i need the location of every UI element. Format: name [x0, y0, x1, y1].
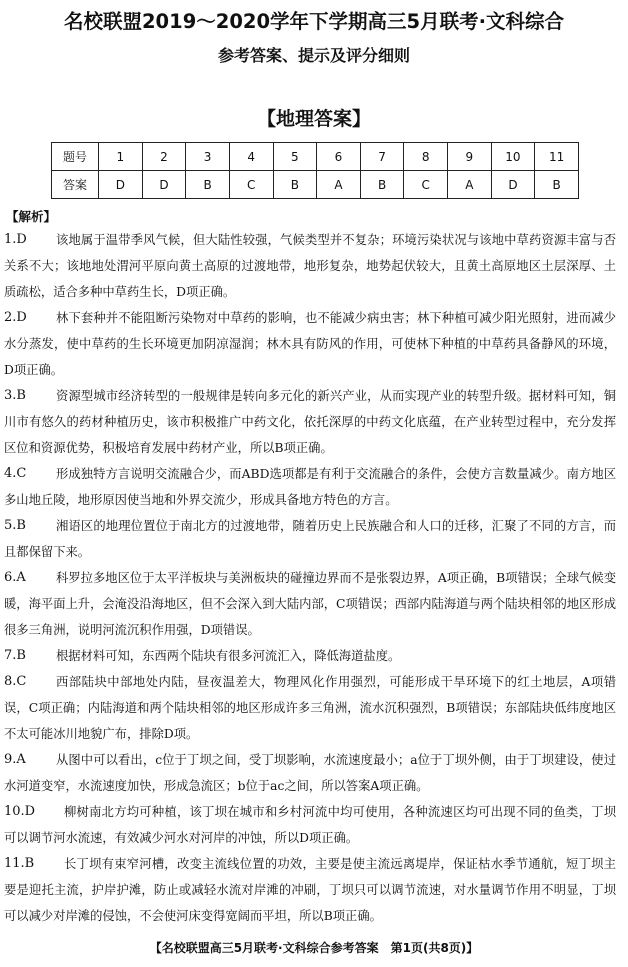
question-number: 1 — [99, 143, 143, 171]
item-text: 根据材料可知，东西两个陆块有很多河流汇入，降低海道盐度。 — [56, 649, 401, 663]
analysis-item — [4, 799, 622, 851]
question-number: 8 — [404, 143, 448, 171]
item-text: 该地属于温带季风气候，但大陆性较强，气候类型并不复杂；环境污染状况与该地中草药资源丰富与否关系不大；该地地处渭河平原向黄土高原的过渡地带，地形复杂，地势起伏较大，且黄土高原地区土层深厚、土质疏松，适合多种中草药生长，D项正确。 — [4, 233, 616, 299]
item-number: 2.D — [4, 310, 27, 325]
item-text: 形成独特方言说明交流融合少，而ABD选项都是有利于交流融合的条件，会使方言数量减少。南方地区多山地丘陵，地形原因使当地和外界交流少，形成具备地方特色的方言。 — [4, 467, 616, 507]
question-number: 7 — [360, 143, 404, 171]
answer-row — [52, 171, 579, 199]
analysis-item — [4, 227, 622, 305]
item-text: 从图中可以看出，c位于丁坝之间，受丁坝影响，水流速度最小；a位于丁坝外侧，由于丁坝建设，使过水河道变窄，水流速度加快，形成急流区；b位于ac之间，所以答案A项正确。 — [4, 753, 616, 793]
row-header-number: 题号 — [52, 143, 99, 171]
question-number-row — [52, 143, 579, 171]
analysis-item — [4, 305, 622, 383]
document-subtitle: 参考答案、提示及评分细则 — [217, 46, 410, 65]
answer-cell: C — [404, 171, 448, 199]
row-header-answer: 答案 — [52, 171, 99, 199]
item-number: 11.B — [4, 856, 35, 871]
item-text: 科罗拉多地区位于太平洋板块与美洲板块的碰撞边界而不是张裂边界，A项正确，B项错误；全球气候变暖，海平面上升，会淹没沿海地区，但不会深入到大陆内部，C项错误；西部内陆海道与两个陆块相邻的地区形成很多三角洲，说明河流沉积作用强，D项错误。 — [4, 571, 616, 637]
question-number: 3 — [186, 143, 230, 171]
document-title: 名校联盟2019～2020学年下学期高三5月联考·文科综合 — [63, 10, 565, 33]
item-number: 7.B — [4, 648, 26, 663]
item-text: 林下套种并不能阻断污染物对中草药的影响，也不能减少病虫害；林下种植可减少阳光照射，进而减少水分蒸发，使中草药的生长环境更加阴凉湿润；林木具有防风的作用，可使林下种植的中草药具备静风的环境，D项正确。 — [4, 311, 616, 377]
answer-cell: D — [491, 171, 535, 199]
question-number: 10 — [491, 143, 535, 171]
analysis-item — [4, 851, 622, 929]
item-number: 9.A — [4, 752, 26, 767]
analysis-item — [4, 383, 622, 461]
question-number: 5 — [273, 143, 317, 171]
analysis-label: 【解析】 — [6, 209, 57, 224]
section-title: 【地理答案】 — [256, 108, 371, 130]
question-number: 4 — [229, 143, 273, 171]
item-text: 柳树南北方均可种植，该丁坝在城市和乡村河流中均可使用，各种流速区均可出现不同的鱼类，丁坝可以调节河水流速，有效减少河水对河岸的冲蚀，所以D项正确。 — [4, 805, 616, 845]
answer-cell: C — [229, 171, 273, 199]
analysis-item — [4, 669, 622, 747]
item-number: 5.B — [4, 518, 26, 533]
answer-cell: B — [360, 171, 404, 199]
item-text: 西部陆块中部地处内陆，昼夜温差大，物理风化作用强烈，可能形成干旱环境下的红土地层，A项错误，C项正确；内陆海道和两个陆块相邻的地区形成许多三角洲，流水沉积强烈，B项错误；东部陆块低纬度地区不太可能冰川地貌广布，排除D项。 — [4, 675, 616, 741]
analysis-item — [4, 513, 622, 565]
item-number: 1.D — [4, 232, 27, 247]
analysis-item — [4, 747, 622, 799]
answer-cell: D — [99, 171, 143, 199]
analysis-item — [4, 565, 622, 643]
item-number: 3.B — [4, 388, 26, 403]
question-number: 2 — [142, 143, 186, 171]
answer-cell: B — [186, 171, 230, 199]
page-footer: 【名校联盟高三5月联考·文科综合参考答案 第1页(共8页)】 — [149, 941, 479, 955]
answer-cell: B — [273, 171, 317, 199]
analysis-list — [4, 227, 622, 929]
item-text: 资源型城市经济转型的一般规律是转向多元化的新兴产业，从而实现产业的转型升级。据材料可知，铜川市有悠久的药材种植历史，该市积极推广中药文化，依托深厚的中药文化底蕴，在产业转型过程中，充分发挥区位和资源优势，积极培育发展中药材产业，所以B项正确。 — [4, 389, 616, 455]
item-number: 6.A — [4, 570, 26, 585]
item-number: 8.C — [4, 674, 27, 689]
answer-cell: B — [535, 171, 579, 199]
answer-cell: D — [142, 171, 186, 199]
question-number: 6 — [317, 143, 361, 171]
question-number: 9 — [448, 143, 492, 171]
answer-cell: A — [448, 171, 492, 199]
analysis-item — [4, 643, 622, 669]
item-text: 湘语区的地理位置位于南北方的过渡地带，随着历史上民族融合和人口的迁移，汇聚了不同的方言，而且都保留下来。 — [4, 519, 616, 559]
question-number: 11 — [535, 143, 579, 171]
item-text: 长丁坝有束窄河槽，改变主流线位置的功效，主要是使主流远离堤岸，保证枯水季节通航，短丁坝主要是迎托主流，护岸护滩，防止或减轻水流对岸滩的冲刷，丁坝只可以调节流速，对水量调节作用不明显，丁坝可以减少对岸滩的侵蚀，不会使河床变得宽阔而平坦，所以B项正确。 — [4, 857, 616, 923]
answer-table — [51, 142, 579, 199]
item-number: 4.C — [4, 466, 27, 481]
item-number: 10.D — [4, 804, 36, 819]
answer-cell: A — [317, 171, 361, 199]
analysis-item — [4, 461, 622, 513]
